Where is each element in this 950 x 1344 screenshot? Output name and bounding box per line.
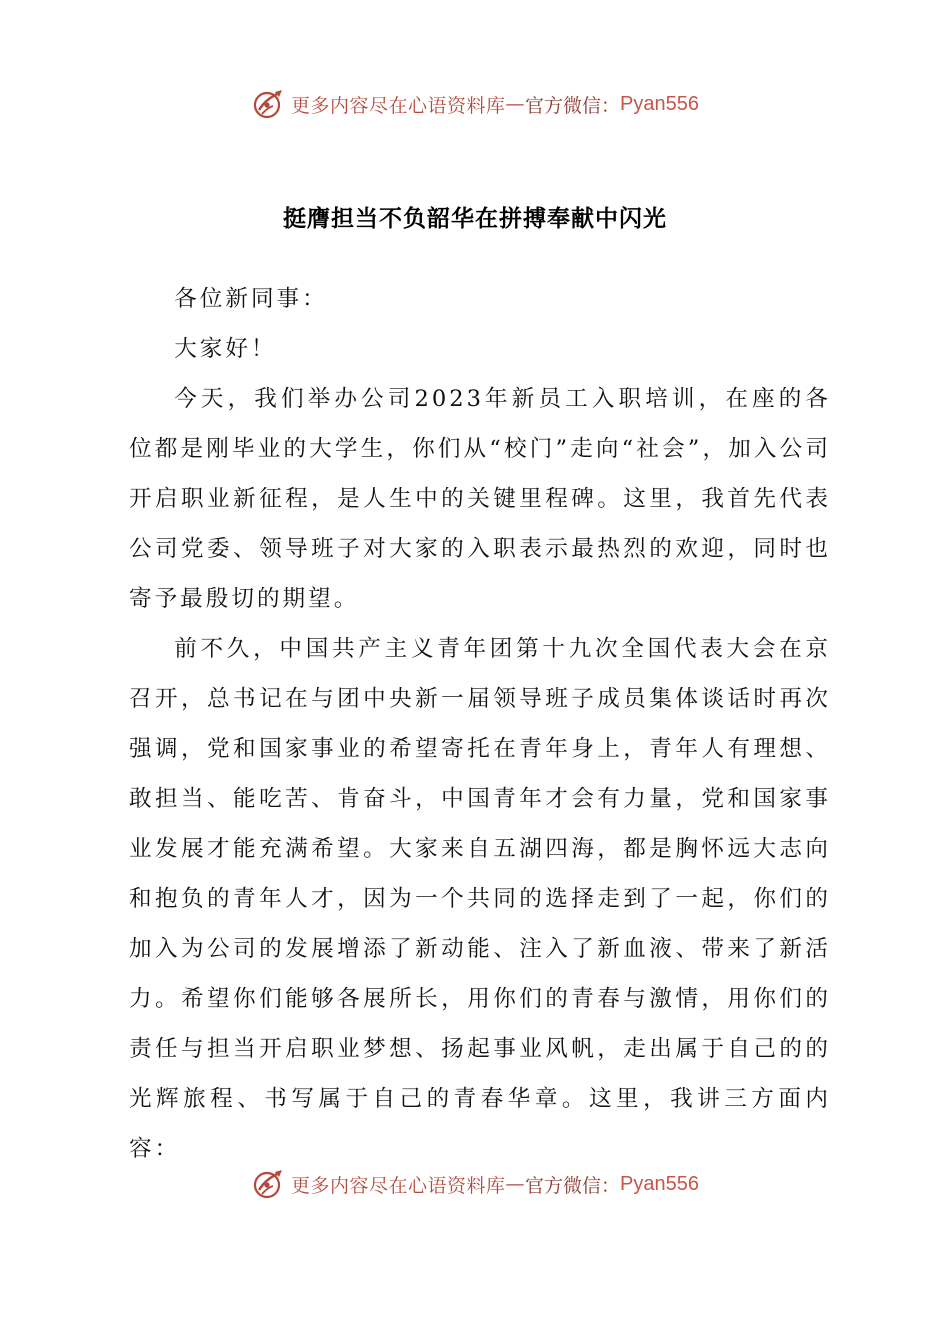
pen-logo-icon xyxy=(251,1166,287,1202)
watermark-main-text: 更多内容尽在心语资料库 xyxy=(291,94,506,117)
watermark-wechat-id: Pyan556 xyxy=(620,92,699,115)
header-watermark-banner xyxy=(0,82,950,126)
watermark-wechat-id: Pyan556 xyxy=(620,1172,699,1195)
watermark-wechat-label: 官方微信： xyxy=(525,94,621,117)
body-paragraph: 今天，我们举办公司2023年新员工入职培训，在座的各位都是刚毕业的大学生，你们从“校门”走向“社会”，加入公司开启职业新征程，是人生中的关键里程碑。这里，我首先代表公司党委、领导班子对大家的入职表示最热烈的欢迎，同时也寄予最殷切的期望。 xyxy=(129,386,831,612)
footer-watermark-banner xyxy=(0,1162,950,1206)
document-body xyxy=(129,274,831,1174)
pen-logo-icon xyxy=(251,86,287,122)
body-paragraph: 前不久，中国共产主义青年团第十九次全国代表大会在京召开，总书记在与团中央新一届领导班子成员集体谈话时再次强调，党和国家事业的希望寄托在青年身上，青年人有理想、敢担当、能吃苦、肯奋斗，中国青年才会有力量，党和国家事业发展才能充满希望。大家来自五湖四海，都是胸怀远大志向和抱负的青年人才，因为一个共同的选择走到了一起，你们的加入为公司的发展增添了新动能、注入了新血液、带来了新活力。希望你们能够各展所长，用你们的青春与激情，用你们的责任与担当开启职业梦想、扬起事业风帆，走出属于自己的的光辉旅程、书写属于自己的青春华章。这里，我讲三方面内容： xyxy=(129,636,831,1162)
watermark-main-text: 更多内容尽在心语资料库 xyxy=(291,1174,506,1197)
document-title: 挺膺担当不负韶华在拼搏奉献中闪光 xyxy=(283,206,667,232)
greeting-paragraph: 大家好！ xyxy=(174,336,277,362)
watermark-dash: — xyxy=(505,93,526,115)
watermark-dash: — xyxy=(505,1173,526,1195)
salutation-paragraph: 各位新同事： xyxy=(174,286,328,312)
watermark-wechat-label: 官方微信： xyxy=(525,1174,621,1197)
